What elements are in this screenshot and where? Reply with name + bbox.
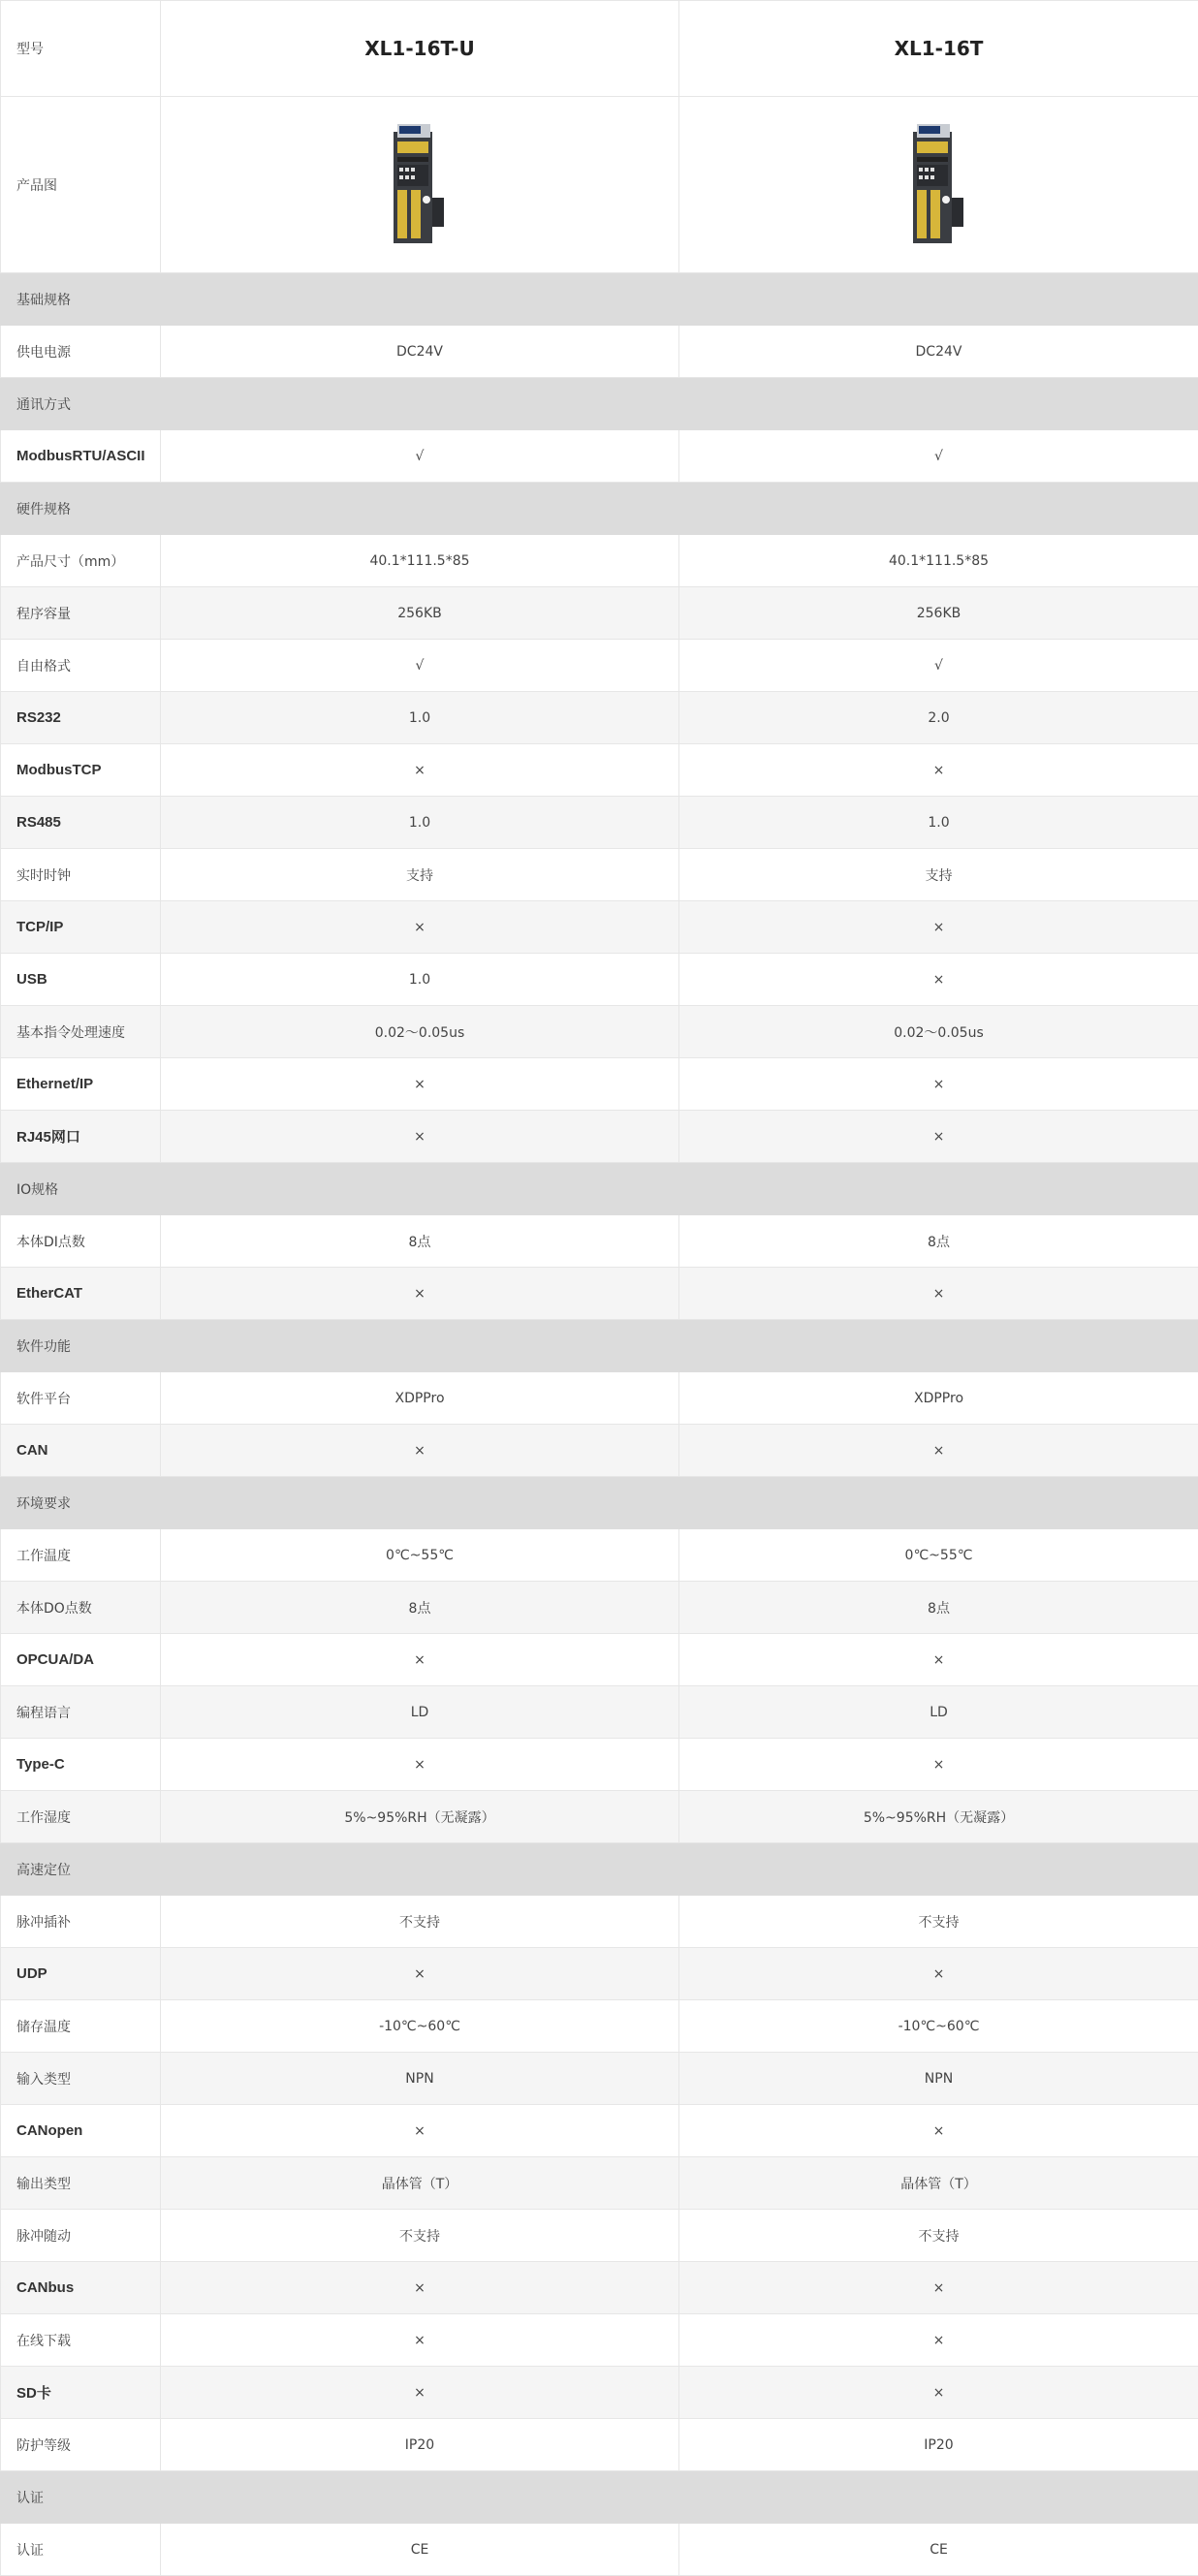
spec-row bbox=[1, 1948, 1198, 2000]
spec-value: 1.0 bbox=[161, 797, 679, 849]
spec-value: 8点 bbox=[679, 1215, 1198, 1268]
spec-label: 工作湿度 bbox=[1, 1791, 161, 1843]
spec-value: XDPPro bbox=[161, 1372, 679, 1425]
spec-label: OPCUA/DA bbox=[1, 1634, 161, 1686]
product-image-row bbox=[1, 97, 1198, 273]
spec-row bbox=[1, 2105, 1198, 2157]
spec-label: RJ45网口 bbox=[1, 1111, 161, 1163]
spec-row bbox=[1, 2000, 1198, 2053]
spec-row bbox=[1, 1529, 1198, 1582]
spec-row bbox=[1, 640, 1198, 692]
spec-label: 基本指令处理速度 bbox=[1, 1006, 161, 1058]
spec-row bbox=[1, 2524, 1198, 2576]
spec-row bbox=[1, 1058, 1198, 1111]
plc-product-image bbox=[909, 122, 969, 248]
spec-value: 5%~95%RH（无凝露） bbox=[679, 1791, 1198, 1843]
spec-value: CE bbox=[161, 2524, 679, 2576]
spec-value: 不支持 bbox=[161, 1896, 679, 1948]
spec-row bbox=[1, 2053, 1198, 2105]
spec-label: 自由格式 bbox=[1, 640, 161, 692]
model-name: XL1-16T bbox=[679, 1, 1198, 97]
spec-value: 1.0 bbox=[161, 692, 679, 744]
spec-value: NPN bbox=[679, 2053, 1198, 2105]
spec-label: 脉冲随动 bbox=[1, 2210, 161, 2262]
spec-value: × bbox=[161, 1634, 679, 1686]
spec-value: 0.02～0.05us bbox=[679, 1006, 1198, 1058]
spec-row bbox=[1, 2419, 1198, 2471]
spec-value: × bbox=[679, 1634, 1198, 1686]
spec-row bbox=[1, 954, 1198, 1006]
spec-label: Ethernet/IP bbox=[1, 1058, 161, 1111]
section-header-row bbox=[1, 273, 1198, 326]
product-image-cell bbox=[161, 97, 679, 273]
spec-row bbox=[1, 1686, 1198, 1739]
product-image-label: 产品图 bbox=[1, 97, 161, 273]
spec-label: 输入类型 bbox=[1, 2053, 161, 2105]
spec-value: 5%~95%RH（无凝露） bbox=[161, 1791, 679, 1843]
spec-value: 晶体管（T） bbox=[679, 2157, 1198, 2210]
spec-row bbox=[1, 744, 1198, 797]
plc-product-image bbox=[390, 122, 450, 248]
spec-value: 40.1*111.5*85 bbox=[679, 535, 1198, 587]
spec-value: 晶体管（T） bbox=[161, 2157, 679, 2210]
spec-value: × bbox=[161, 901, 679, 954]
spec-value: 支持 bbox=[679, 849, 1198, 901]
spec-label: 本体DO点数 bbox=[1, 1582, 161, 1634]
spec-value: × bbox=[161, 1425, 679, 1477]
spec-label: RS485 bbox=[1, 797, 161, 849]
spec-value: × bbox=[679, 1058, 1198, 1111]
spec-value: 8点 bbox=[679, 1582, 1198, 1634]
spec-label: ModbusRTU/ASCII bbox=[1, 430, 161, 483]
spec-row bbox=[1, 1634, 1198, 1686]
section-header-row bbox=[1, 1477, 1198, 1529]
section-title: 软件功能 bbox=[1, 1320, 1198, 1372]
spec-value: 256KB bbox=[161, 587, 679, 640]
spec-value: 40.1*111.5*85 bbox=[161, 535, 679, 587]
spec-table-body bbox=[1, 1, 1198, 2576]
spec-value: × bbox=[161, 1268, 679, 1320]
spec-value: √ bbox=[679, 640, 1198, 692]
spec-value: 8点 bbox=[161, 1582, 679, 1634]
spec-value: DC24V bbox=[161, 326, 679, 378]
spec-value: × bbox=[161, 1058, 679, 1111]
spec-row bbox=[1, 901, 1198, 954]
spec-value: × bbox=[161, 1948, 679, 2000]
section-title: IO规格 bbox=[1, 1163, 1198, 1215]
spec-value: × bbox=[679, 2314, 1198, 2367]
spec-row bbox=[1, 1425, 1198, 1477]
spec-row bbox=[1, 2210, 1198, 2262]
spec-label: 本体DI点数 bbox=[1, 1215, 161, 1268]
spec-label: SD卡 bbox=[1, 2367, 161, 2419]
spec-label: 认证 bbox=[1, 2524, 161, 2576]
spec-label: 防护等级 bbox=[1, 2419, 161, 2471]
spec-row bbox=[1, 430, 1198, 483]
spec-value: × bbox=[679, 901, 1198, 954]
spec-label: UDP bbox=[1, 1948, 161, 2000]
spec-label: 编程语言 bbox=[1, 1686, 161, 1739]
section-title: 环境要求 bbox=[1, 1477, 1198, 1529]
spec-value: LD bbox=[161, 1686, 679, 1739]
spec-label: 软件平台 bbox=[1, 1372, 161, 1425]
spec-value: LD bbox=[679, 1686, 1198, 1739]
spec-value: -10℃~60℃ bbox=[679, 2000, 1198, 2053]
section-header-row bbox=[1, 2471, 1198, 2524]
section-header-row bbox=[1, 378, 1198, 430]
spec-label: Type-C bbox=[1, 1739, 161, 1791]
spec-value: 1.0 bbox=[679, 797, 1198, 849]
spec-row bbox=[1, 2314, 1198, 2367]
spec-row bbox=[1, 587, 1198, 640]
spec-value: × bbox=[679, 1111, 1198, 1163]
section-header-row bbox=[1, 1843, 1198, 1896]
spec-label: 实时时钟 bbox=[1, 849, 161, 901]
spec-value: × bbox=[161, 744, 679, 797]
spec-row bbox=[1, 1006, 1198, 1058]
spec-label: 在线下载 bbox=[1, 2314, 161, 2367]
section-header-row bbox=[1, 1163, 1198, 1215]
spec-value: DC24V bbox=[679, 326, 1198, 378]
spec-value: × bbox=[161, 2105, 679, 2157]
spec-row bbox=[1, 1372, 1198, 1425]
spec-value: × bbox=[161, 1739, 679, 1791]
spec-value: 0℃~55℃ bbox=[161, 1529, 679, 1582]
spec-value: × bbox=[679, 1425, 1198, 1477]
spec-value: 支持 bbox=[161, 849, 679, 901]
spec-value: 不支持 bbox=[679, 2210, 1198, 2262]
spec-label: EtherCAT bbox=[1, 1268, 161, 1320]
spec-value: √ bbox=[161, 640, 679, 692]
spec-value: 0.02～0.05us bbox=[161, 1006, 679, 1058]
spec-label: 工作温度 bbox=[1, 1529, 161, 1582]
spec-value: 0℃~55℃ bbox=[679, 1529, 1198, 1582]
spec-label: ModbusTCP bbox=[1, 744, 161, 797]
spec-value: √ bbox=[679, 430, 1198, 483]
spec-value: 不支持 bbox=[161, 2210, 679, 2262]
spec-value: × bbox=[679, 2105, 1198, 2157]
spec-label: CANopen bbox=[1, 2105, 161, 2157]
spec-value: × bbox=[679, 2262, 1198, 2314]
spec-label: TCP/IP bbox=[1, 901, 161, 954]
spec-value: IP20 bbox=[161, 2419, 679, 2471]
spec-label: CANbus bbox=[1, 2262, 161, 2314]
spec-row bbox=[1, 1791, 1198, 1843]
spec-row bbox=[1, 1268, 1198, 1320]
spec-row bbox=[1, 326, 1198, 378]
spec-row bbox=[1, 2262, 1198, 2314]
spec-value: IP20 bbox=[679, 2419, 1198, 2471]
spec-value: × bbox=[161, 2367, 679, 2419]
product-image-cell bbox=[679, 97, 1198, 273]
spec-value: CE bbox=[679, 2524, 1198, 2576]
spec-value: × bbox=[161, 1111, 679, 1163]
spec-label: 输出类型 bbox=[1, 2157, 161, 2210]
model-label: 型号 bbox=[1, 1, 161, 97]
spec-label: CAN bbox=[1, 1425, 161, 1477]
spec-value: 8点 bbox=[161, 1215, 679, 1268]
spec-value: 2.0 bbox=[679, 692, 1198, 744]
spec-value: 1.0 bbox=[161, 954, 679, 1006]
model-name: XL1-16T-U bbox=[161, 1, 679, 97]
spec-row bbox=[1, 2367, 1198, 2419]
spec-row bbox=[1, 1739, 1198, 1791]
spec-value: √ bbox=[161, 430, 679, 483]
spec-row bbox=[1, 2157, 1198, 2210]
spec-row bbox=[1, 1111, 1198, 1163]
spec-label: 储存温度 bbox=[1, 2000, 161, 2053]
spec-row bbox=[1, 1215, 1198, 1268]
spec-value: NPN bbox=[161, 2053, 679, 2105]
spec-value: 不支持 bbox=[679, 1896, 1198, 1948]
section-title: 硬件规格 bbox=[1, 483, 1198, 535]
spec-value: × bbox=[679, 954, 1198, 1006]
spec-row bbox=[1, 1582, 1198, 1634]
spec-label: 供电电源 bbox=[1, 326, 161, 378]
section-title: 通讯方式 bbox=[1, 378, 1198, 430]
spec-value: XDPPro bbox=[679, 1372, 1198, 1425]
section-header-row bbox=[1, 483, 1198, 535]
section-header-row bbox=[1, 1320, 1198, 1372]
spec-value: × bbox=[161, 2314, 679, 2367]
spec-label: RS232 bbox=[1, 692, 161, 744]
spec-value: × bbox=[679, 1739, 1198, 1791]
spec-row bbox=[1, 1896, 1198, 1948]
model-header-row bbox=[1, 1, 1198, 97]
spec-value: 256KB bbox=[679, 587, 1198, 640]
spec-value: × bbox=[679, 2367, 1198, 2419]
spec-value: × bbox=[679, 744, 1198, 797]
spec-label: 程序容量 bbox=[1, 587, 161, 640]
spec-row bbox=[1, 535, 1198, 587]
section-title: 基础规格 bbox=[1, 273, 1198, 326]
section-title: 高速定位 bbox=[1, 1843, 1198, 1896]
spec-label: 产品尺寸（mm） bbox=[1, 535, 161, 587]
spec-value: × bbox=[679, 1948, 1198, 2000]
spec-row bbox=[1, 692, 1198, 744]
spec-value: × bbox=[161, 2262, 679, 2314]
spec-label: USB bbox=[1, 954, 161, 1006]
section-title: 认证 bbox=[1, 2471, 1198, 2524]
spec-row bbox=[1, 849, 1198, 901]
spec-value: × bbox=[679, 1268, 1198, 1320]
spec-label: 脉冲插补 bbox=[1, 1896, 161, 1948]
spec-value: -10℃~60℃ bbox=[161, 2000, 679, 2053]
spec-row bbox=[1, 797, 1198, 849]
